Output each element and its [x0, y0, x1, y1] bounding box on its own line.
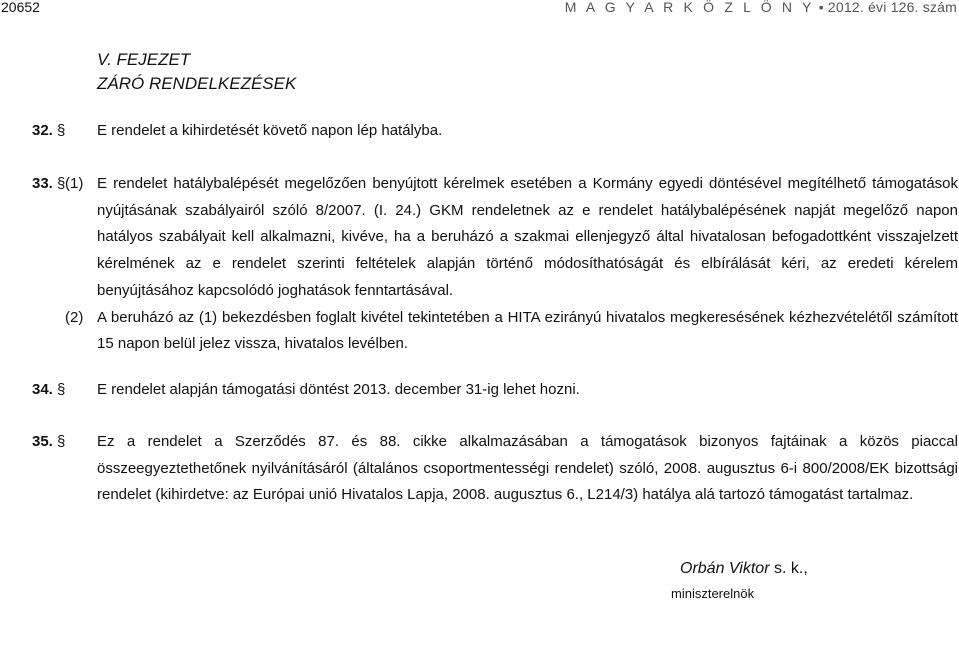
subsection-number: (2) [65, 308, 84, 326]
section-text: E rendelet a kihirdetését követő napon lép hatályba. [97, 122, 443, 139]
section-number: 34. § [32, 381, 66, 398]
subsection-2 [65, 305, 958, 358]
subsection-text: A beruházó az (1) bekezdésben foglalt kivétel tekintetében a HITA ezirányú hivatalos megkeresésének kézhezvételétől számított 15 napon belül jelez vissza, hivatalos levélben. [97, 308, 958, 353]
journal-name: M A G Y A R K Ö Z L Ö N Y [564, 0, 815, 15]
signatory-title: miniszterelnök [671, 586, 755, 601]
subsection-1 [65, 171, 958, 305]
page-header [0, 0, 959, 20]
subsection-text: E rendelet hatálybalépését megelőzően benyújtott kérelmek esetében a Kormány egyedi döntésével megítélhető támogatások nyújtásának szabályairól szóló 8/2007. (I. 24.) GKM rendeletnek az e rendelet hatálybalépésének napját megelőző napon hatályos szabályait kell alkalmazni, kivéve, ha a beruházó a szakmai ellenjegyző által hivatalosan befogadottként visszajelzett kérelmének az e rendelet szerinti feltételek alapján történő módosíthatóságát és elbírálását kéri, az eredeti kérelem benyújtásához kapcsolódó joghatások fenntartásával. [97, 175, 958, 299]
issue-info: 2012. évi 126. szám [827, 0, 957, 15]
chapter-subtitle: ZÁRÓ RENDELKEZÉSEK [97, 74, 297, 93]
section-sign: § [57, 433, 66, 450]
chapter-title: V. FEJEZET [97, 50, 191, 69]
section-body [65, 171, 958, 358]
bullet-separator: • [818, 0, 824, 15]
section-sign: § [57, 381, 66, 398]
page-number: 20652 [1, 0, 40, 15]
signature [680, 560, 808, 578]
signatory-name: Orbán Viktor [680, 560, 770, 577]
section-text: E rendelet alapján támogatási döntést 2013. december 31-ig lehet hozni. [97, 381, 580, 398]
section-number: 35. § [32, 433, 66, 450]
section-sign: § [57, 122, 66, 139]
signature-suffix: s. k., [769, 560, 808, 577]
section-text: Ez a rendelet a Szerződés 87. és 88. cikke alkalmazásában a támogatások bizonyos fajtáinak a közös piaccal összeegyeztethetőnek nyilvánításáról (általános csoportmentességi rendelet) szóló, 2008. augusztus 6-i 800/2008/EK bizottsági rendelet (kihirdetve: az Európai unió Hivatalos Lapja, 2008. augusztus 6., L214/3) hatálya alá tartozó támogatást tartalmaz. [97, 433, 958, 504]
section-number: 32. § [32, 122, 66, 139]
chapter-heading [97, 48, 296, 96]
section-sign: § [57, 175, 66, 192]
journal-masthead [565, 0, 957, 14]
subsection-number: (1) [65, 175, 84, 192]
section-number: 33. § [32, 175, 66, 192]
